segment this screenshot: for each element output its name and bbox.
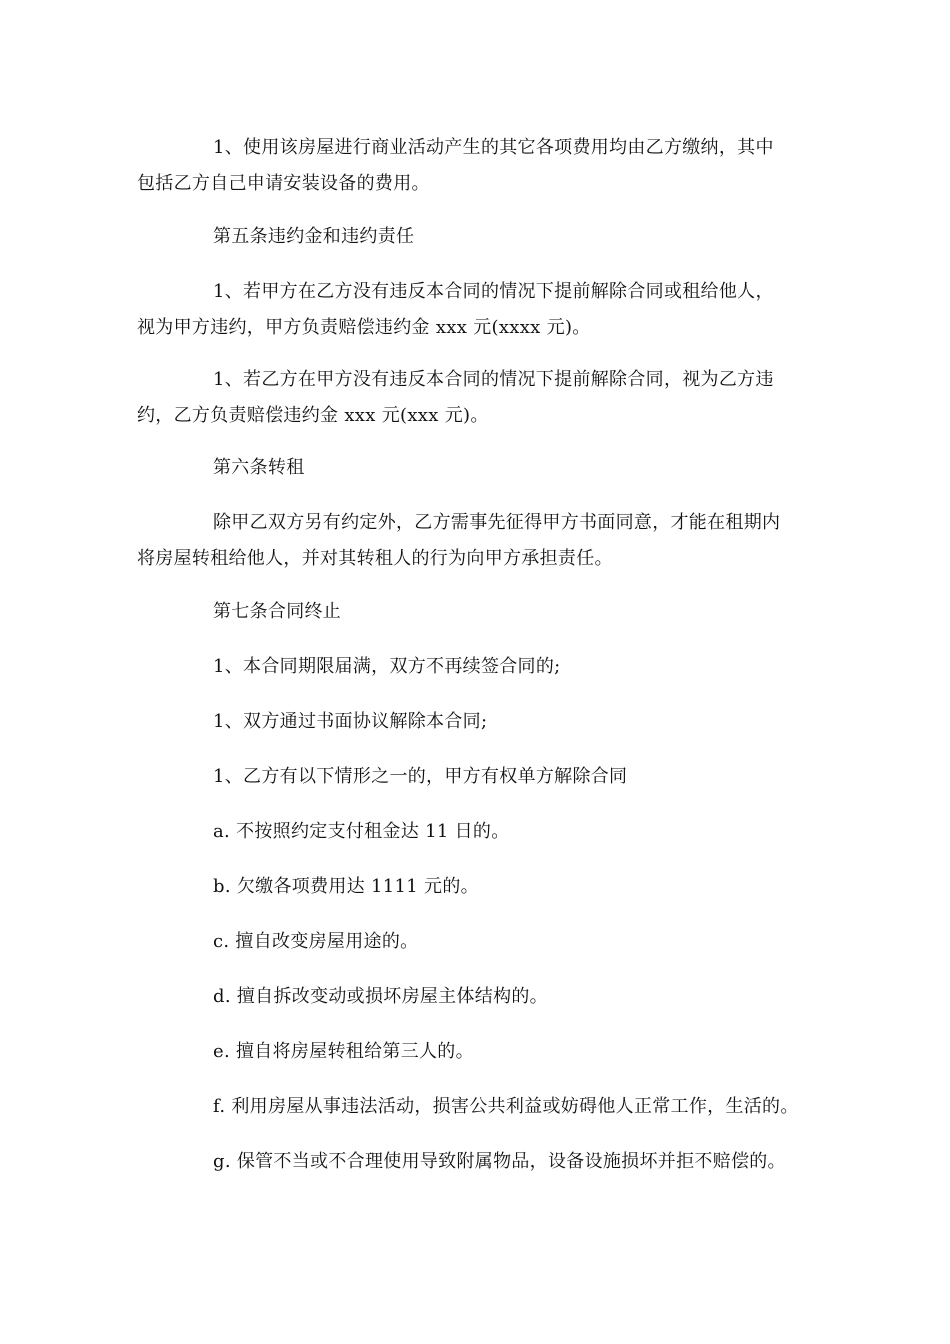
text-line: 1、若乙方在甲方没有违反本合同的情况下提前解除合同，视为乙方违 xyxy=(213,369,774,390)
sub-item-f xyxy=(137,1089,817,1125)
sub-item-g xyxy=(137,1144,817,1180)
section-heading-article-5 xyxy=(137,219,817,255)
text-line: a. 不按照约定支付租金达 11 日的。 xyxy=(213,821,510,842)
text-line: c. 擅自改变房屋用途的。 xyxy=(213,931,419,952)
text-line: 1、本合同期限届满，双方不再续签合同的; xyxy=(213,656,561,677)
text-line: e. 擅自将房屋转租给第三人的。 xyxy=(213,1041,474,1062)
section-heading-article-7 xyxy=(137,594,817,630)
list-item-unilateral-termination xyxy=(137,759,817,795)
text-line: d. 擅自拆改变动或损坏房屋主体结构的。 xyxy=(213,986,548,1007)
text-line: 1、双方通过书面协议解除本合同; xyxy=(213,711,488,732)
text-line: 1、使用该房屋进行商业活动产生的其它各项费用均由乙方缴纳，其中 xyxy=(213,137,774,158)
sub-item-e xyxy=(137,1034,817,1070)
sub-item-d xyxy=(137,979,817,1015)
sub-item-a xyxy=(137,814,817,850)
section-heading-article-6 xyxy=(137,450,817,486)
text-line: 1、乙方有以下情形之一的，甲方有权单方解除合同 xyxy=(213,766,628,787)
list-item-mutual-termination xyxy=(137,704,817,740)
text-line: b. 欠缴各项费用达 1111 元的。 xyxy=(213,876,479,897)
text-line: 1、若甲方在乙方没有违反本合同的情况下提前解除合同或租给他人， xyxy=(213,281,774,302)
text-line: 将房屋转租给他人，并对其转租人的行为向甲方承担责任。 xyxy=(137,548,613,569)
text-line: 第五条违约金和违约责任 xyxy=(213,226,415,247)
paragraph-party-a-breach xyxy=(137,274,817,346)
text-line: 第七条合同终止 xyxy=(213,601,342,622)
text-line: 约，乙方负责赔偿违约金 xxx 元(xxx 元)。 xyxy=(137,405,489,426)
sub-item-b xyxy=(137,869,817,905)
text-line: f. 利用房屋从事违法活动，损害公共利益或妨碍他人正常工作，生活的。 xyxy=(213,1096,799,1117)
paragraph-other-fees xyxy=(137,130,817,202)
paragraph-party-b-breach xyxy=(137,362,817,434)
text-line: g. 保管不当或不合理使用导致附属物品，设备设施损坏并拒不赔偿的。 xyxy=(213,1151,786,1172)
list-item-term-expiry xyxy=(137,649,817,685)
sub-item-c xyxy=(137,924,817,960)
text-line: 包括乙方自己申请安装设备的费用。 xyxy=(137,173,430,194)
text-line: 第六条转租 xyxy=(213,457,305,478)
text-line: 视为甲方违约，甲方负责赔偿违约金 xxx 元(xxxx 元)。 xyxy=(137,317,591,338)
paragraph-sublease xyxy=(137,505,817,577)
text-line: 除甲乙双方另有约定外，乙方需事先征得甲方书面同意，才能在租期内 xyxy=(213,512,781,533)
